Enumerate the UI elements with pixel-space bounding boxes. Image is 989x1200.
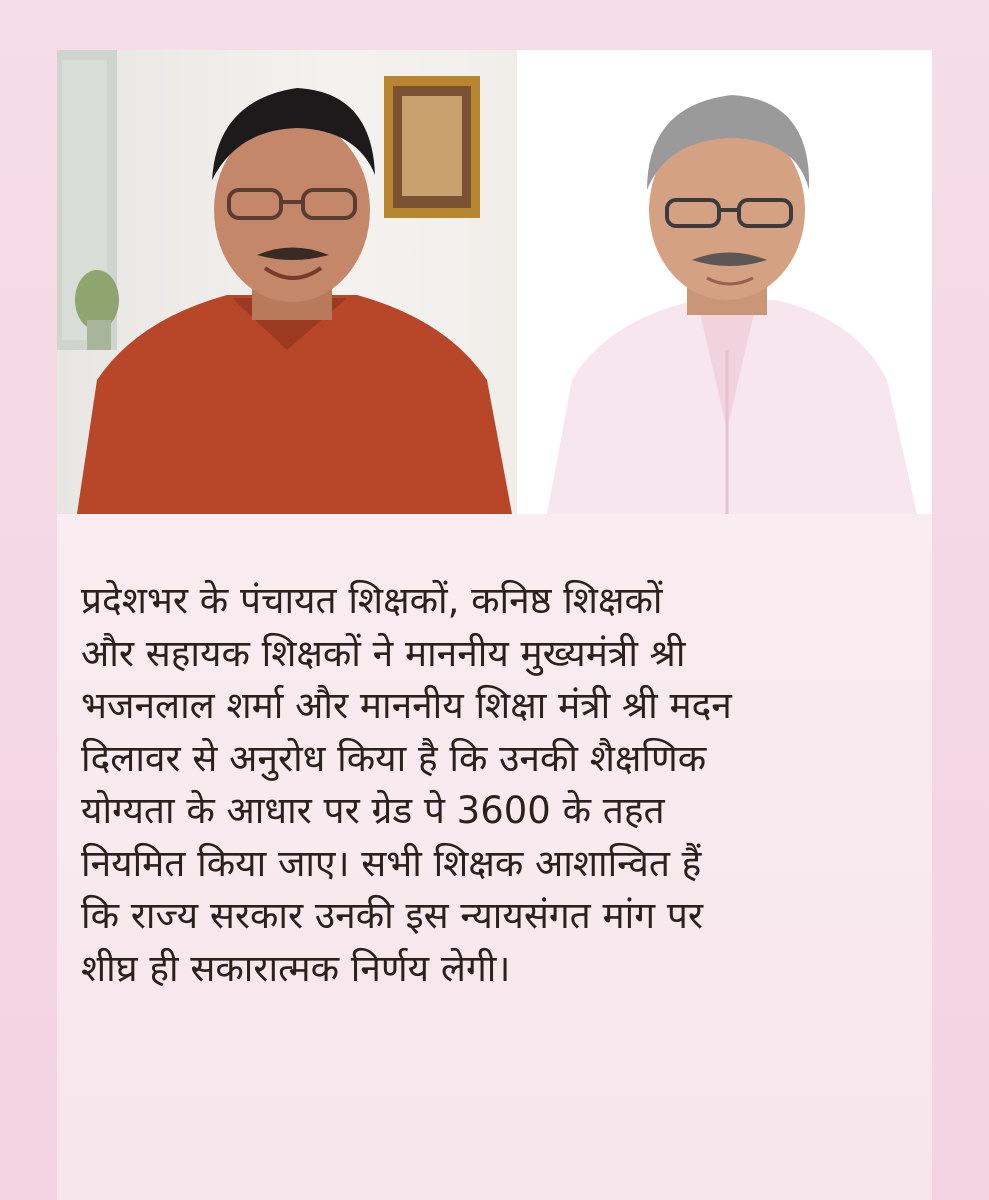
message-text: [81, 575, 911, 995]
message-line-3: भजनलाल शर्मा और माननीय शिक्षा मंत्री श्री मदन: [81, 684, 732, 727]
message-line-4: दिलावर से अनुरोध किया है कि उनकी शैक्षणिक: [81, 736, 707, 780]
photo-left-person: [57, 50, 517, 514]
person-photo-icon: [517, 50, 932, 514]
message-line-6: नियमित किया जाए। सभी शिक्षक आशान्वित हैं: [81, 841, 702, 885]
message-line-1: प्रदेशभर के पंचायत शिक्षकों, कनिष्ठ शिक्षकों: [81, 579, 663, 622]
photo-collage: [57, 50, 932, 514]
message-line-7: कि राज्य सरकार उनकी इस न्यायसंगत मांग पर: [81, 894, 703, 937]
person-photo-icon: [57, 50, 517, 514]
message-line-2: और सहायक शिक्षकों ने माननीय मुख्यमंत्री श्री: [81, 631, 686, 675]
photo-right-person: [517, 50, 932, 514]
message-line-8: शीघ्र ही सकारात्मक निर्णय लेगी।: [81, 946, 511, 990]
message-line-5: योग्यता के आधार पर ग्रेड पे 3600 के तहत: [81, 789, 665, 832]
post-card: [57, 50, 932, 1200]
